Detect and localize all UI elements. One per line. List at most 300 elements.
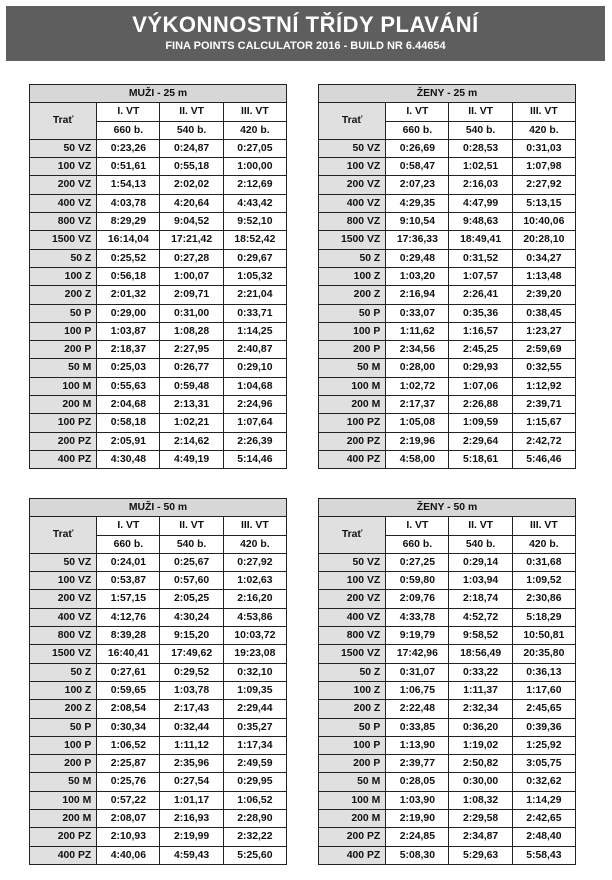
time-cell: 0:33,85: [386, 718, 449, 736]
event-label: 100 M: [30, 377, 97, 395]
time-cell: 9:19,79: [386, 627, 449, 645]
time-cell: 2:05,25: [160, 590, 223, 608]
event-label: 50 VZ: [319, 139, 386, 157]
time-cell: 2:50,82: [449, 755, 512, 773]
column-points-header: 660 b.: [386, 121, 449, 139]
time-cell: 5:14,46: [223, 450, 286, 468]
event-label: 200 M: [319, 396, 386, 414]
column-class-header: I. VT: [386, 103, 449, 121]
table-heading: ŽENY - 50 m: [319, 499, 576, 517]
table-row: [319, 359, 576, 377]
time-cell: 2:24,96: [223, 396, 286, 414]
time-cell: 2:29,58: [449, 810, 512, 828]
time-cell: 1:06,75: [386, 681, 449, 699]
time-cell: 2:27,95: [160, 341, 223, 359]
time-cell: 2:45,25: [449, 341, 512, 359]
event-label: 200 PZ: [319, 432, 386, 450]
time-cell: 20:35,80: [512, 645, 575, 663]
table-row: [30, 176, 287, 194]
time-cell: 0:27,25: [386, 553, 449, 571]
time-cell: 2:18,37: [97, 341, 160, 359]
time-cell: 1:23,27: [512, 322, 575, 340]
event-label: 100 M: [319, 791, 386, 809]
time-cell: 2:05,91: [97, 432, 160, 450]
time-cell: 1:03,90: [386, 791, 449, 809]
table-row: [319, 608, 576, 626]
time-cell: 2:35,96: [160, 755, 223, 773]
table-row: [30, 450, 287, 468]
column-label-trat: Trať: [319, 517, 386, 554]
time-cell: 2:02,02: [160, 176, 223, 194]
table-row: [319, 828, 576, 846]
event-label: 100 VZ: [319, 572, 386, 590]
table-header-row: [319, 103, 576, 121]
time-cell: 2:59,69: [512, 341, 575, 359]
time-cell: 2:08,54: [97, 700, 160, 718]
time-cell: 0:29,93: [449, 359, 512, 377]
column-points-header: 540 b.: [160, 121, 223, 139]
time-cell: 0:57,60: [160, 572, 223, 590]
table-row: [319, 846, 576, 864]
time-cell: 8:39,28: [97, 627, 160, 645]
time-cell: 2:34,56: [386, 341, 449, 359]
event-label: 50 VZ: [319, 553, 386, 571]
time-cell: 2:25,87: [97, 755, 160, 773]
time-cell: 9:04,52: [160, 213, 223, 231]
event-label: 200 Z: [319, 286, 386, 304]
time-cell: 0:30,00: [449, 773, 512, 791]
table-header-row: [30, 103, 287, 121]
event-label: 100 Z: [30, 267, 97, 285]
time-cell: 2:19,96: [386, 432, 449, 450]
table-row: [30, 414, 287, 432]
time-cell: 4:59,43: [160, 846, 223, 864]
event-label: 400 VZ: [30, 608, 97, 626]
time-cell: 2:42,72: [512, 432, 575, 450]
time-cell: 1:11,62: [386, 322, 449, 340]
table-heading-row: [30, 499, 287, 517]
time-cell: 4:29,35: [386, 194, 449, 212]
time-cell: 18:52,42: [223, 231, 286, 249]
time-cell: 0:31,52: [449, 249, 512, 267]
time-cell: 1:16,57: [449, 322, 512, 340]
time-cell: 2:39,77: [386, 755, 449, 773]
time-cell: 1:14,29: [512, 791, 575, 809]
time-cell: 0:28,53: [449, 139, 512, 157]
table-row: [30, 267, 287, 285]
event-label: 100 PZ: [30, 414, 97, 432]
event-label: 200 Z: [30, 286, 97, 304]
event-label: 50 Z: [30, 663, 97, 681]
time-cell: 0:25,76: [97, 773, 160, 791]
time-cell: 1:03,94: [449, 572, 512, 590]
time-cell: 1:03,78: [160, 681, 223, 699]
table-row: [30, 231, 287, 249]
time-cell: 0:53,87: [97, 572, 160, 590]
time-cell: 0:27,54: [160, 773, 223, 791]
time-cell: 1:57,15: [97, 590, 160, 608]
column-class-header: III. VT: [512, 103, 575, 121]
event-label: 100 M: [30, 791, 97, 809]
time-cell: 4:20,64: [160, 194, 223, 212]
time-cell: 0:29,52: [160, 663, 223, 681]
time-cell: 2:19,90: [386, 810, 449, 828]
time-cell: 0:32,55: [512, 359, 575, 377]
time-cell: 4:43,42: [223, 194, 286, 212]
document-title: VÝKONNOSTNÍ TŘÍDY PLAVÁNÍ: [132, 12, 479, 37]
time-cell: 1:17,60: [512, 681, 575, 699]
table-row: [319, 681, 576, 699]
event-label: 100 Z: [319, 681, 386, 699]
time-cell: 9:15,20: [160, 627, 223, 645]
time-cell: 1:15,67: [512, 414, 575, 432]
time-cell: 0:55,18: [160, 158, 223, 176]
time-cell: 4:47,99: [449, 194, 512, 212]
column-points-header: 540 b.: [160, 535, 223, 553]
table-row: [30, 846, 287, 864]
table-heading: MUŽI - 50 m: [30, 499, 287, 517]
time-cell: 2:01,32: [97, 286, 160, 304]
table-row: [319, 663, 576, 681]
time-cell: 0:29,10: [223, 359, 286, 377]
table-row: [319, 286, 576, 304]
time-cell: 1:25,92: [512, 736, 575, 754]
time-cell: 2:34,87: [449, 828, 512, 846]
table-men-25m: [29, 84, 287, 469]
time-cell: 1:13,48: [512, 267, 575, 285]
event-label: 50 VZ: [30, 553, 97, 571]
event-label: 800 VZ: [30, 213, 97, 231]
table-row: [319, 718, 576, 736]
table-row: [319, 396, 576, 414]
event-label: 200 Z: [319, 700, 386, 718]
table-row: [30, 645, 287, 663]
time-cell: 0:33,07: [386, 304, 449, 322]
time-cell: 0:35,36: [449, 304, 512, 322]
time-cell: 0:31,68: [512, 553, 575, 571]
table-row: [319, 194, 576, 212]
column-class-header: I. VT: [386, 517, 449, 535]
time-cell: 0:59,65: [97, 681, 160, 699]
time-cell: 19:23,08: [223, 645, 286, 663]
time-cell: 3:05,75: [512, 755, 575, 773]
time-cell: 0:29,00: [97, 304, 160, 322]
table-row: [319, 267, 576, 285]
time-cell: 1:07,06: [449, 377, 512, 395]
table-row: [30, 681, 287, 699]
table-row: [319, 450, 576, 468]
time-cell: 4:40,06: [97, 846, 160, 864]
time-cell: 0:29,67: [223, 249, 286, 267]
event-label: 50 VZ: [30, 139, 97, 157]
time-cell: 0:25,67: [160, 553, 223, 571]
time-cell: 2:26,39: [223, 432, 286, 450]
event-label: 200 P: [319, 341, 386, 359]
time-cell: 0:31,00: [160, 304, 223, 322]
time-cell: 2:07,23: [386, 176, 449, 194]
time-cell: 0:56,18: [97, 267, 160, 285]
title-banner: [6, 6, 605, 61]
event-label: 50 M: [30, 773, 97, 791]
time-cell: 0:33,71: [223, 304, 286, 322]
time-cell: 1:02,72: [386, 377, 449, 395]
table-row: [30, 663, 287, 681]
column-points-header: 540 b.: [449, 121, 512, 139]
event-label: 400 VZ: [30, 194, 97, 212]
table-row: [319, 432, 576, 450]
time-cell: 1:09,52: [512, 572, 575, 590]
event-label: 50 P: [319, 718, 386, 736]
column-points-header: 660 b.: [97, 535, 160, 553]
time-cell: 2:17,37: [386, 396, 449, 414]
time-cell: 5:58,43: [512, 846, 575, 864]
event-label: 400 VZ: [319, 194, 386, 212]
column-class-header: III. VT: [223, 103, 286, 121]
time-cell: 2:21,04: [223, 286, 286, 304]
column-points-header: 660 b.: [97, 121, 160, 139]
table-row: [30, 828, 287, 846]
table-row: [319, 700, 576, 718]
time-cell: 0:29,14: [449, 553, 512, 571]
table-row: [30, 304, 287, 322]
table-row: [319, 322, 576, 340]
time-cell: 2:30,86: [512, 590, 575, 608]
time-cell: 0:34,27: [512, 249, 575, 267]
event-label: 50 P: [30, 718, 97, 736]
table-heading: ŽENY - 25 m: [319, 85, 576, 103]
time-cell: 0:27,61: [97, 663, 160, 681]
event-label: 100 P: [30, 322, 97, 340]
event-label: 50 P: [30, 304, 97, 322]
time-cell: 0:59,80: [386, 572, 449, 590]
time-cell: 5:25,60: [223, 846, 286, 864]
table-women-25m: [318, 84, 576, 469]
time-cell: 2:45,65: [512, 700, 575, 718]
table-row: [30, 249, 287, 267]
table-row: [319, 590, 576, 608]
table-header-row: [30, 517, 287, 535]
column-points-header: 660 b.: [386, 535, 449, 553]
time-cell: 10:50,81: [512, 627, 575, 645]
time-cell: 2:12,69: [223, 176, 286, 194]
time-cell: 1:09,35: [223, 681, 286, 699]
table-row: [319, 810, 576, 828]
event-label: 400 PZ: [30, 846, 97, 864]
time-cell: 1:06,52: [223, 791, 286, 809]
time-cell: 0:59,48: [160, 377, 223, 395]
time-cell: 1:12,92: [512, 377, 575, 395]
column-class-header: II. VT: [449, 103, 512, 121]
time-cell: 4:12,76: [97, 608, 160, 626]
time-cell: 2:26,41: [449, 286, 512, 304]
time-cell: 4:58,00: [386, 450, 449, 468]
table-row: [30, 791, 287, 809]
event-label: 400 PZ: [319, 846, 386, 864]
column-class-header: III. VT: [512, 517, 575, 535]
time-cell: 0:30,34: [97, 718, 160, 736]
table-row: [30, 158, 287, 176]
time-cell: 1:07,57: [449, 267, 512, 285]
time-cell: 0:32,62: [512, 773, 575, 791]
time-cell: 0:58,18: [97, 414, 160, 432]
time-cell: 2:40,87: [223, 341, 286, 359]
time-cell: 1:05,32: [223, 267, 286, 285]
time-cell: 1:14,25: [223, 322, 286, 340]
event-label: 50 Z: [30, 249, 97, 267]
column-class-header: I. VT: [97, 517, 160, 535]
time-cell: 0:25,52: [97, 249, 160, 267]
table-row: [30, 377, 287, 395]
event-label: 100 Z: [30, 681, 97, 699]
time-cell: 0:38,45: [512, 304, 575, 322]
event-label: 200 VZ: [319, 176, 386, 194]
table-row: [30, 213, 287, 231]
time-cell: 5:46,46: [512, 450, 575, 468]
column-label-trat: Trať: [319, 103, 386, 140]
time-cell: 0:39,36: [512, 718, 575, 736]
time-cell: 2:26,88: [449, 396, 512, 414]
time-cell: 2:04,68: [97, 396, 160, 414]
table-row: [30, 139, 287, 157]
time-cell: 1:19,02: [449, 736, 512, 754]
time-cell: 0:28,05: [386, 773, 449, 791]
table-row: [30, 341, 287, 359]
time-cell: 2:24,85: [386, 828, 449, 846]
time-cell: 0:32,10: [223, 663, 286, 681]
time-cell: 0:26,77: [160, 359, 223, 377]
time-cell: 0:35,27: [223, 718, 286, 736]
event-label: 100 PZ: [319, 414, 386, 432]
event-label: 800 VZ: [319, 627, 386, 645]
time-cell: 20:28,10: [512, 231, 575, 249]
time-cell: 10:03,72: [223, 627, 286, 645]
event-label: 1500 VZ: [319, 231, 386, 249]
time-cell: 0:31,07: [386, 663, 449, 681]
table-row: [319, 736, 576, 754]
table-heading-row: [319, 499, 576, 517]
table-heading: MUŽI - 25 m: [30, 85, 287, 103]
time-cell: 0:29,48: [386, 249, 449, 267]
event-label: 200 PZ: [30, 828, 97, 846]
table-row: [30, 755, 287, 773]
table-row: [319, 755, 576, 773]
time-cell: 1:07,64: [223, 414, 286, 432]
table-row: [30, 286, 287, 304]
column-class-header: I. VT: [97, 103, 160, 121]
time-cell: 2:29,44: [223, 700, 286, 718]
time-cell: 8:29,29: [97, 213, 160, 231]
event-label: 100 Z: [319, 267, 386, 285]
column-class-header: II. VT: [160, 103, 223, 121]
time-cell: 2:19,99: [160, 828, 223, 846]
event-label: 200 VZ: [319, 590, 386, 608]
time-cell: 0:57,22: [97, 791, 160, 809]
event-label: 200 M: [30, 810, 97, 828]
time-cell: 5:08,30: [386, 846, 449, 864]
time-cell: 1:08,28: [160, 322, 223, 340]
time-cell: 0:36,20: [449, 718, 512, 736]
event-label: 400 VZ: [319, 608, 386, 626]
table-row: [30, 432, 287, 450]
time-cell: 1:02,63: [223, 572, 286, 590]
event-label: 100 VZ: [319, 158, 386, 176]
document-subtitle: FINA POINTS CALCULATOR 2016 - BUILD NR 6.44654: [165, 40, 446, 52]
event-label: 100 P: [30, 736, 97, 754]
time-cell: 2:22,48: [386, 700, 449, 718]
time-cell: 9:52,10: [223, 213, 286, 231]
time-cell: 0:27,92: [223, 553, 286, 571]
table-women-50m: [318, 498, 576, 865]
column-label-trat: Trať: [30, 103, 97, 140]
table-row: [30, 194, 287, 212]
table-row: [30, 718, 287, 736]
time-cell: 0:33,22: [449, 663, 512, 681]
time-cell: 4:30,24: [160, 608, 223, 626]
table-row: [319, 645, 576, 663]
time-cell: 2:28,90: [223, 810, 286, 828]
table-row: [30, 572, 287, 590]
table-row: [30, 359, 287, 377]
table-row: [30, 736, 287, 754]
event-label: 100 VZ: [30, 572, 97, 590]
table-row: [30, 773, 287, 791]
time-cell: 1:13,90: [386, 736, 449, 754]
column-points-header: 420 b.: [223, 121, 286, 139]
event-label: 200 PZ: [30, 432, 97, 450]
time-cell: 0:28,00: [386, 359, 449, 377]
event-label: 400 PZ: [319, 450, 386, 468]
time-cell: 4:49,19: [160, 450, 223, 468]
column-points-header: 420 b.: [223, 535, 286, 553]
column-label-trat: Trať: [30, 517, 97, 554]
time-cell: 2:13,31: [160, 396, 223, 414]
event-label: 200 Z: [30, 700, 97, 718]
table-row: [319, 249, 576, 267]
time-cell: 1:02,21: [160, 414, 223, 432]
event-label: 50 M: [319, 359, 386, 377]
time-cell: 2:16,94: [386, 286, 449, 304]
time-cell: 0:23,26: [97, 139, 160, 157]
time-cell: 5:18,61: [449, 450, 512, 468]
time-cell: 2:17,43: [160, 700, 223, 718]
event-label: 800 VZ: [319, 213, 386, 231]
table-row: [319, 139, 576, 157]
event-label: 100 P: [319, 322, 386, 340]
time-cell: 1:07,98: [512, 158, 575, 176]
table-row: [30, 627, 287, 645]
time-cell: 2:49,59: [223, 755, 286, 773]
time-cell: 1:00,07: [160, 267, 223, 285]
time-cell: 5:13,15: [512, 194, 575, 212]
event-label: 100 P: [319, 736, 386, 754]
table-row: [30, 590, 287, 608]
event-label: 50 P: [319, 304, 386, 322]
time-cell: 2:16,20: [223, 590, 286, 608]
column-points-header: 420 b.: [512, 121, 575, 139]
column-class-header: III. VT: [223, 517, 286, 535]
table-row: [319, 304, 576, 322]
time-cell: 9:10,54: [386, 213, 449, 231]
event-label: 1500 VZ: [319, 645, 386, 663]
time-cell: 17:42,96: [386, 645, 449, 663]
time-cell: 2:08,07: [97, 810, 160, 828]
table-row: [319, 213, 576, 231]
time-cell: 0:58,47: [386, 158, 449, 176]
event-label: 200 PZ: [319, 828, 386, 846]
time-cell: 1:09,59: [449, 414, 512, 432]
time-cell: 1:17,34: [223, 736, 286, 754]
time-cell: 1:06,52: [97, 736, 160, 754]
